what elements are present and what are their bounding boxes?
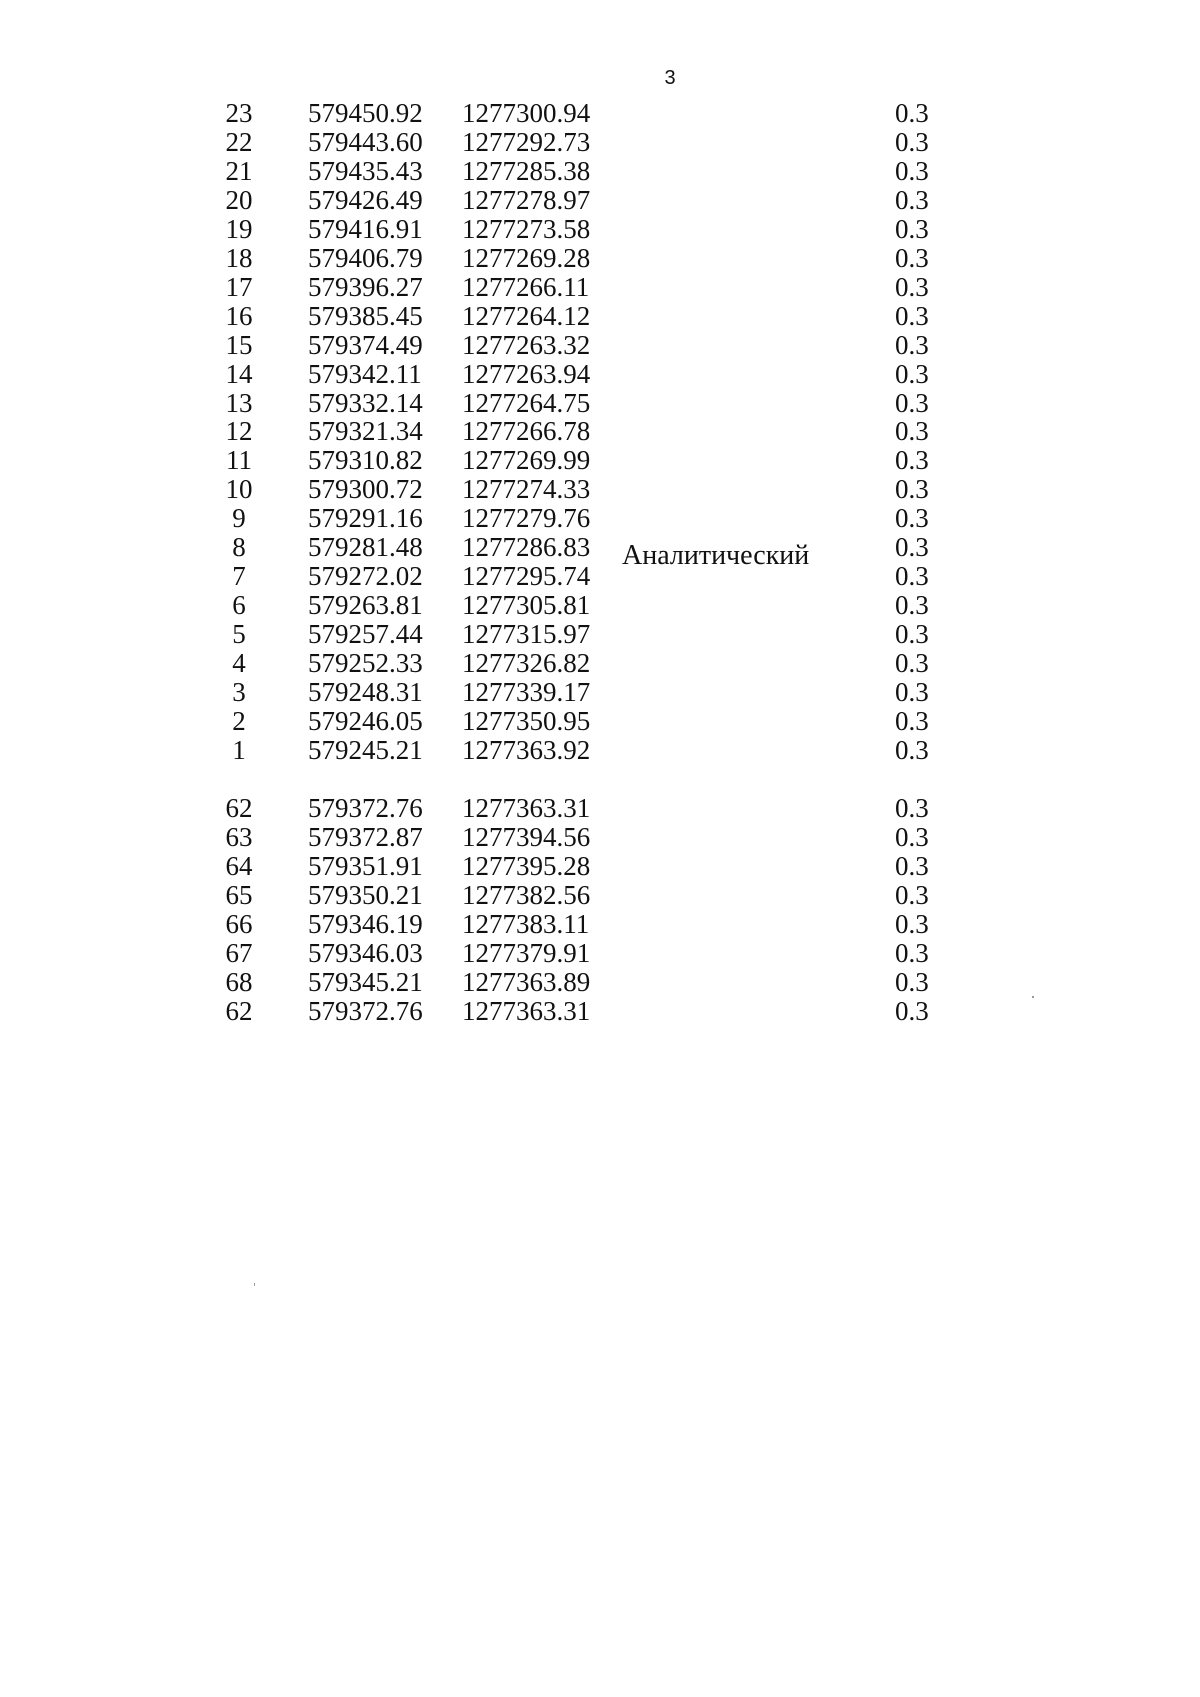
x-coordinate: 579321.34 [308,416,423,447]
precision-value: 0.3 [895,503,929,534]
point-number: 19 [225,213,253,244]
y-coordinate: 1277382.56 [462,879,591,910]
table-row [0,735,1200,765]
table-row [0,156,1200,186]
x-coordinate: 579396.27 [308,271,423,302]
x-coordinate: 579385.45 [308,300,423,331]
precision-value: 0.3 [895,677,929,707]
x-coordinate: 579342.11 [308,358,422,389]
table-row [0,503,1200,533]
precision-value: 0.3 [895,474,929,505]
x-coordinate: 579257.44 [308,619,423,650]
precision-value: 0.3 [895,155,929,186]
y-coordinate: 1277350.95 [462,705,591,736]
precision-value: 0.3 [895,184,929,215]
table-row [0,619,1200,649]
x-coordinate: 579248.31 [308,677,423,707]
table-row [0,330,1200,360]
table-row [0,938,1200,968]
y-coordinate: 1277363.89 [462,966,591,997]
point-number: 67 [225,937,253,968]
point-number: 3 [232,677,246,707]
x-coordinate: 579435.43 [308,155,423,186]
x-coordinate: 579450.92 [308,98,423,128]
point-number: 15 [225,329,253,360]
table-row [0,822,1200,852]
precision-value: 0.3 [895,127,929,157]
x-coordinate: 579310.82 [308,445,423,476]
point-number: 1 [232,734,246,765]
precision-value: 0.3 [895,387,929,418]
x-coordinate: 579443.60 [308,127,423,157]
x-coordinate: 579291.16 [308,503,423,534]
x-coordinate: 579246.05 [308,705,423,736]
y-coordinate: 1277394.56 [462,822,591,852]
precision-value: 0.3 [895,329,929,360]
table-row [0,590,1200,620]
precision-value: 0.3 [895,445,929,476]
x-coordinate: 579372.76 [308,995,423,1026]
precision-value: 0.3 [895,619,929,650]
y-coordinate: 1277264.12 [462,300,591,331]
table-row [0,677,1200,707]
y-coordinate: 1277292.73 [462,127,591,157]
point-number: 8 [232,532,246,563]
y-coordinate: 1277263.94 [462,358,591,389]
table-row [0,98,1200,128]
y-coordinate: 1277379.91 [462,937,591,968]
point-number: 62 [225,995,253,1026]
precision-value: 0.3 [895,850,929,881]
precision-value: 0.3 [895,271,929,302]
y-coordinate: 1277286.83 [462,532,591,563]
method-label: Аналитический [622,540,810,571]
table-row [0,967,1200,997]
scan-speck [254,1283,255,1286]
point-number: 65 [225,879,253,910]
y-coordinate: 1277300.94 [462,98,591,128]
x-coordinate: 579245.21 [308,734,423,765]
table-row [0,272,1200,302]
y-coordinate: 1277326.82 [462,648,591,678]
point-number: 68 [225,966,253,997]
x-coordinate: 579426.49 [308,184,423,215]
point-number: 5 [232,619,246,650]
precision-value: 0.3 [895,561,929,592]
table-row [0,416,1200,446]
point-number: 23 [225,98,253,128]
point-number: 64 [225,850,253,881]
table-row [0,359,1200,389]
precision-value: 0.3 [895,213,929,244]
y-coordinate: 1277264.75 [462,387,591,418]
x-coordinate: 579346.19 [308,908,423,939]
precision-value: 0.3 [895,300,929,331]
x-coordinate: 579332.14 [308,387,423,418]
point-number: 14 [225,358,253,389]
y-coordinate: 1277305.81 [462,590,591,621]
table-row [0,243,1200,273]
page-number: 3 [664,67,676,89]
x-coordinate: 579406.79 [308,242,423,273]
table-row [0,648,1200,678]
x-coordinate: 579300.72 [308,474,423,505]
point-number: 18 [225,242,253,273]
precision-value: 0.3 [895,822,929,852]
x-coordinate: 579350.21 [308,879,423,910]
precision-value: 0.3 [895,937,929,968]
table-row [0,185,1200,215]
point-number: 66 [225,908,253,939]
point-number: 13 [225,387,253,418]
table-row [0,127,1200,157]
scan-speck [1032,996,1034,998]
point-number: 21 [225,155,253,186]
precision-value: 0.3 [895,734,929,765]
table-row [0,880,1200,910]
point-number: 16 [225,300,253,331]
point-number: 62 [225,793,253,823]
x-coordinate: 579374.49 [308,329,423,360]
y-coordinate: 1277273.58 [462,213,591,244]
point-number: 9 [232,503,246,534]
table-row [0,474,1200,504]
point-number: 22 [225,127,253,157]
x-coordinate: 579372.87 [308,822,423,852]
y-coordinate: 1277363.31 [462,793,591,823]
x-coordinate: 579351.91 [308,850,423,881]
precision-value: 0.3 [895,416,929,447]
y-coordinate: 1277269.28 [462,242,591,273]
point-number: 11 [226,445,252,476]
y-coordinate: 1277363.31 [462,995,591,1026]
y-coordinate: 1277339.17 [462,677,591,707]
point-number: 7 [232,561,246,592]
precision-value: 0.3 [895,908,929,939]
point-number: 17 [225,271,253,302]
y-coordinate: 1277263.32 [462,329,591,360]
precision-value: 0.3 [895,793,929,823]
precision-value: 0.3 [895,98,929,128]
precision-value: 0.3 [895,532,929,563]
table-row [0,445,1200,475]
y-coordinate: 1277295.74 [462,561,591,592]
table-row [0,532,1200,562]
y-coordinate: 1277278.97 [462,184,591,215]
point-number: 6 [232,590,246,621]
table-row [0,301,1200,331]
x-coordinate: 579372.76 [308,793,423,823]
y-coordinate: 1277269.99 [462,445,591,476]
precision-value: 0.3 [895,590,929,621]
y-coordinate: 1277395.28 [462,850,591,881]
precision-value: 0.3 [895,995,929,1026]
y-coordinate: 1277363.92 [462,734,591,765]
x-coordinate: 579272.02 [308,561,423,592]
x-coordinate: 579281.48 [308,532,423,563]
table-row [0,909,1200,939]
x-coordinate: 579346.03 [308,937,423,968]
table-row [0,706,1200,736]
point-number: 63 [225,822,253,852]
y-coordinate: 1277266.78 [462,416,591,447]
x-coordinate: 579416.91 [308,213,423,244]
y-coordinate: 1277274.33 [462,474,591,505]
x-coordinate: 579345.21 [308,966,423,997]
precision-value: 0.3 [895,705,929,736]
table-row [0,996,1200,1026]
y-coordinate: 1277315.97 [462,619,591,650]
x-coordinate: 579252.33 [308,648,423,678]
y-coordinate: 1277266.11 [462,271,590,302]
precision-value: 0.3 [895,648,929,678]
table-row [0,561,1200,591]
precision-value: 0.3 [895,966,929,997]
table-row [0,214,1200,244]
table-row [0,793,1200,823]
precision-value: 0.3 [895,358,929,389]
y-coordinate: 1277383.11 [462,908,590,939]
point-number: 10 [225,474,253,505]
precision-value: 0.3 [895,879,929,910]
table-row [0,388,1200,418]
precision-value: 0.3 [895,242,929,273]
y-coordinate: 1277285.38 [462,155,591,186]
point-number: 2 [232,705,246,736]
point-number: 4 [232,648,246,678]
y-coordinate: 1277279.76 [462,503,591,534]
point-number: 20 [225,184,253,215]
table-row [0,851,1200,881]
point-number: 12 [225,416,253,447]
x-coordinate: 579263.81 [308,590,423,621]
